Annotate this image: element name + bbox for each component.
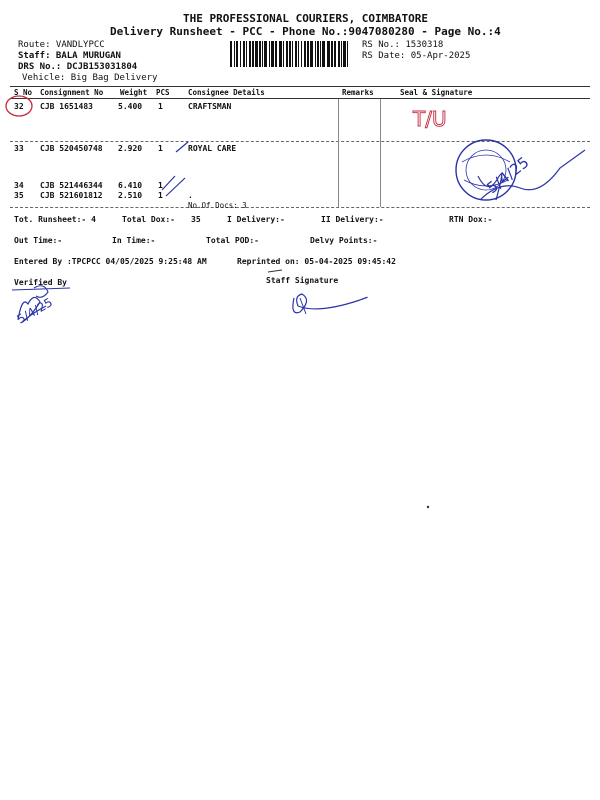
rs-number: RS No.: 1530318: [362, 40, 444, 50]
rtn-dox: RTN Dox:-: [449, 215, 493, 224]
tick-mark: [162, 176, 175, 190]
vehicle-label: Vehicle: Big Bag Delivery: [22, 73, 158, 83]
row-35-consignment: CJB 521601812: [40, 191, 103, 200]
col-header-consignee: Consignee Details: [188, 88, 265, 97]
row-32-weight: 5.400: [118, 102, 143, 111]
row-33-sno: 33: [14, 144, 24, 153]
entered-by: Entered By :TPCPCC 04/05/2025 9:25:48 AM: [14, 257, 207, 266]
row-35-pcs: 1: [158, 191, 163, 200]
seal-handwritten-note: T/U: [413, 107, 447, 131]
i-delivery: I Delivery:-: [227, 215, 285, 224]
route-label: Route: VANDLYPCC: [18, 40, 105, 50]
row-33-consignee: ROYAL CARE: [188, 144, 237, 153]
col-header-consignment: Consignment No: [40, 88, 104, 97]
document-title: THE PROFESSIONAL COURIERS, COIMBATORE: [183, 12, 429, 25]
docs-count: No.Of Docs: 3: [188, 201, 247, 210]
drs-number: DRS No.: DCJB153031804: [18, 62, 138, 72]
tick-mark: [166, 178, 185, 196]
row-33-consignment: CJB 520450748: [40, 144, 103, 153]
verified-date-note: 5/4/25: [14, 295, 55, 327]
row-32-pcs: 1: [158, 102, 163, 111]
delvy-points: Delvy Points:-: [310, 236, 378, 245]
staff-signature-label: Staff Signature: [266, 276, 339, 285]
row-32-consignment: CJB 1651483: [40, 102, 93, 111]
row-35-consignee: .: [188, 191, 193, 200]
total-pod: Total POD:-: [206, 236, 259, 245]
col-header-seal: Seal & Signature: [400, 88, 473, 97]
staff-signature: [268, 270, 367, 314]
col-header-remarks: Remarks: [342, 88, 374, 97]
total-dox-value: 35: [191, 215, 201, 224]
row-32-sno: 32: [14, 102, 24, 111]
reprinted-on: Reprinted on: 05-04-2025 09:45:42: [237, 257, 396, 266]
verified-by-label: Verified By: [14, 278, 67, 287]
row-34-sno: 34: [14, 181, 24, 190]
total-runsheet: Tot. Runsheet:- 4: [14, 215, 96, 224]
in-time: In Time:-: [112, 236, 156, 245]
row-34-weight: 6.410: [118, 181, 143, 190]
col-header-sno: S No: [14, 88, 33, 97]
row-35-sno: 35: [14, 191, 24, 200]
total-dox-label: Total Dox:-: [122, 215, 175, 224]
red-circle-mark: [6, 96, 32, 116]
row-35-weight: 2.510: [118, 191, 143, 200]
out-time: Out Time:-: [14, 236, 63, 245]
row-34-consignment: CJB 521446344: [40, 181, 103, 190]
tick-mark: [176, 142, 188, 152]
col-header-pcs: PCS: [156, 88, 170, 97]
verified-by-signature: [12, 286, 70, 327]
stray-dot: [427, 506, 429, 508]
row-33-weight: 2.920: [118, 144, 143, 153]
staff-label: Staff: BALA MURUGAN: [18, 51, 121, 61]
row-34-pcs: 1: [158, 181, 163, 190]
ii-delivery: II Delivery:-: [321, 215, 384, 224]
document-subtitle: Delivery Runsheet - PCC - Phone No.:9047080280 - Page No.:4: [110, 25, 501, 38]
rs-date: RS Date: 05-Apr-2025: [362, 51, 471, 61]
row-32-consignee: CRAFTSMAN: [188, 102, 232, 111]
stamp-date-note: 5/4/25: [483, 153, 533, 198]
row-33-pcs: 1: [158, 144, 163, 153]
col-header-weight: Weight: [120, 88, 148, 97]
